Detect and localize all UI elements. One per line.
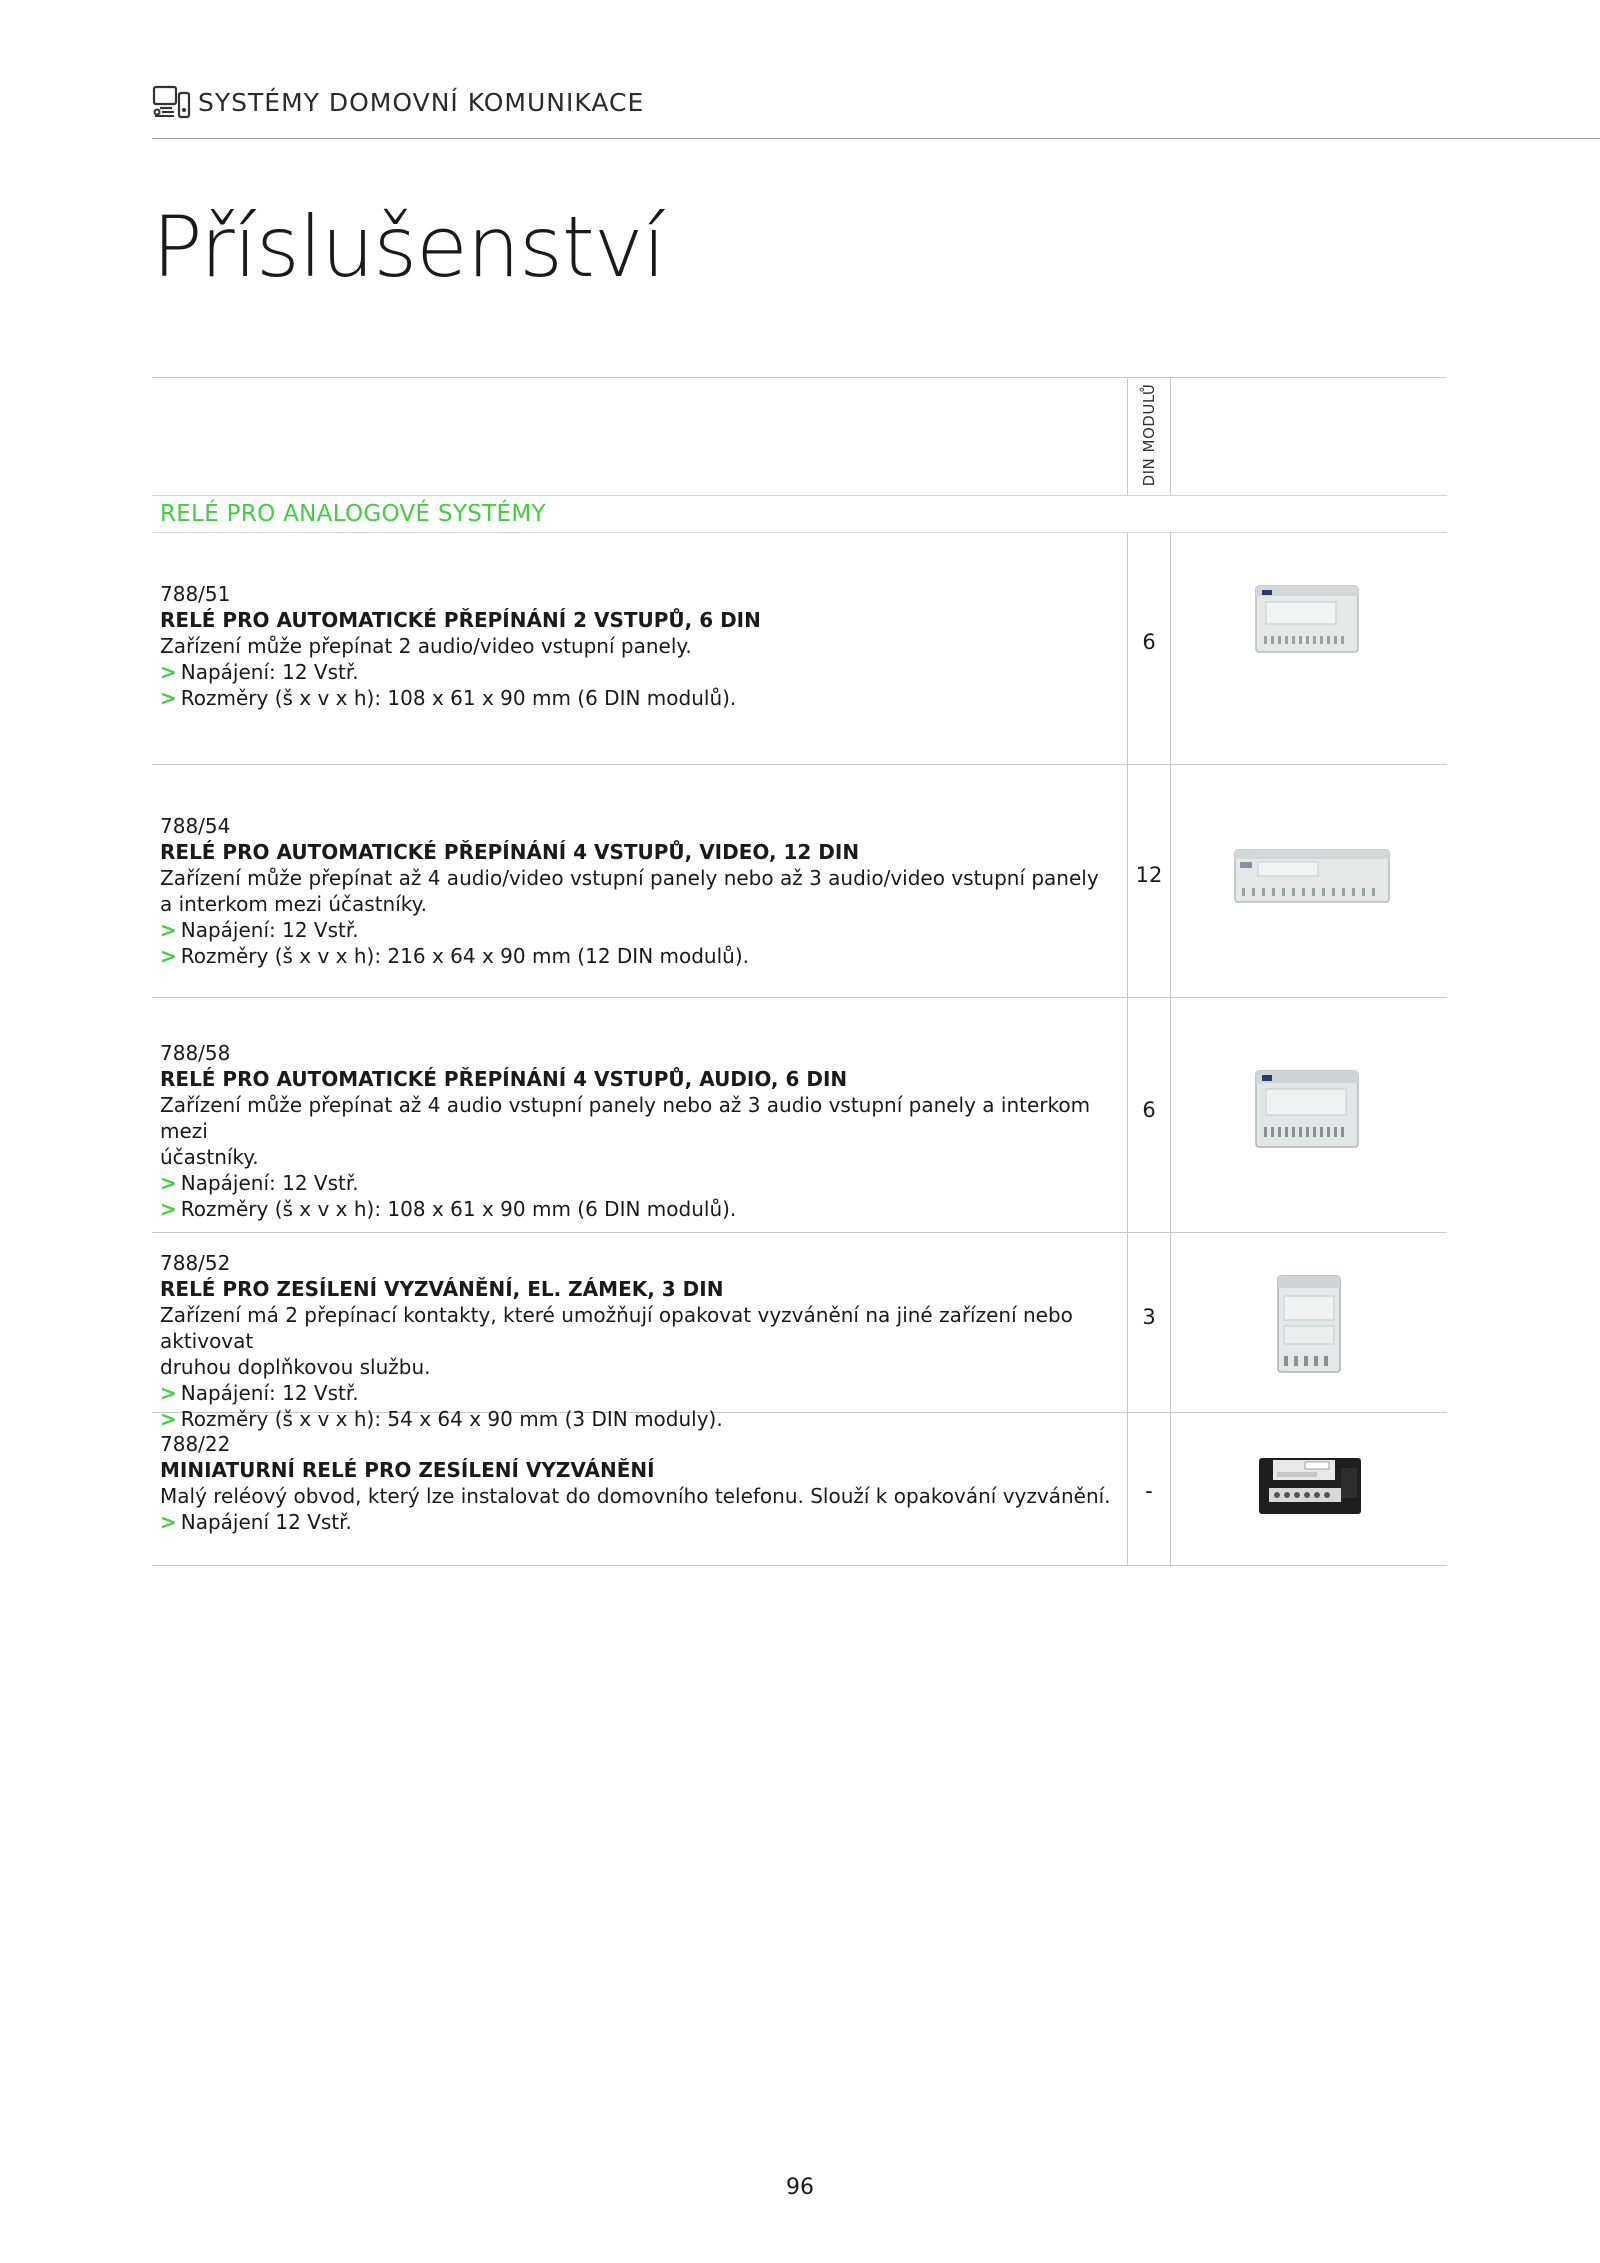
chevron-right-icon: > — [160, 1510, 177, 1534]
spec-bullet: > Napájení: 12 Vstř. — [160, 660, 359, 684]
product-description: Zařízení má 2 přepínací kontakty, které umožňují opakovat vyzvánění na jiné zařízení nebo aktivovat — [160, 1303, 1073, 1353]
chevron-right-icon: > — [160, 1171, 177, 1195]
table-row — [152, 532, 1447, 765]
din-cell — [1127, 532, 1171, 764]
table-top-rule — [152, 377, 1447, 378]
row-description — [160, 813, 1120, 969]
product-code: 788/58 — [160, 1041, 231, 1065]
din-cell — [1127, 764, 1171, 997]
product-title: RELÉ PRO ZESÍLENÍ VYZVÁNĚNÍ, EL. ZÁMEK, 3 DIN — [160, 1277, 724, 1301]
chevron-right-icon: > — [160, 660, 177, 684]
spec-bullet: > Rozměry (š x v x h): 108 x 61 x 90 mm (6 DIN modulů). — [160, 1197, 737, 1221]
din-relay-6-module-audio-image — [1252, 1065, 1362, 1155]
din-relay-6-module-image — [1252, 580, 1362, 660]
product-description: Zařízení může přepínat až 4 audio vstupní panely nebo až 3 audio vstupní panely a interkom mezi — [160, 1093, 1091, 1143]
section-rule — [152, 495, 1447, 496]
spec-bullet: > Napájení: 12 Vstř. — [160, 1171, 359, 1195]
din-relay-12-module-image — [1232, 844, 1392, 908]
header-title: SYSTÉMY DOMOVNÍ KOMUNIKACE — [198, 87, 645, 117]
spec-bullet: > Rozměry (š x v x h): 108 x 61 x 90 mm (6 DIN modulů). — [160, 686, 737, 710]
chevron-right-icon: > — [160, 686, 177, 710]
product-code: 788/52 — [160, 1251, 231, 1275]
row-description — [160, 581, 1120, 711]
table-row — [152, 1412, 1447, 1566]
product-code: 788/51 — [160, 582, 231, 606]
din-value: - — [1145, 1479, 1153, 1503]
spec-bullet: > Rozměry (š x v x h): 216 x 64 x 90 mm (12 DIN modulů). — [160, 944, 749, 968]
din-value: 6 — [1142, 630, 1156, 654]
row-description — [160, 1040, 1120, 1222]
page-number: 96 — [786, 2175, 814, 2200]
product-code: 788/22 — [160, 1432, 231, 1456]
chevron-right-icon: > — [160, 918, 177, 942]
chevron-right-icon: > — [160, 944, 177, 968]
product-description: Zařízení může přepínat až 4 audio/video vstupní panely nebo až 3 audio/video vstupní panely — [160, 866, 1099, 890]
section-title: RELÉ PRO ANALOGOVÉ SYSTÉMY — [160, 501, 546, 527]
din-column-header-label: DIN MODULŮ — [1140, 383, 1158, 487]
table-row — [152, 764, 1447, 998]
din-column-header — [1127, 377, 1171, 495]
chevron-right-icon: > — [160, 1407, 177, 1431]
row-description — [160, 1431, 1120, 1535]
product-title: RELÉ PRO AUTOMATICKÉ PŘEPÍNÁNÍ 2 VSTUPŮ, 6 DIN — [160, 608, 761, 632]
product-description: Zařízení může přepínat 2 audio/video vstupní panely. — [160, 634, 692, 658]
product-description: Malý reléový obvod, který lze instalovat do domovního telefonu. Slouží k opakování vyzvánění. — [160, 1484, 1111, 1508]
spec-bullet: > Napájení: 12 Vstř. — [160, 1381, 359, 1405]
din-value: 6 — [1142, 1098, 1156, 1122]
table-row — [152, 997, 1447, 1233]
chevron-right-icon: > — [160, 1381, 177, 1405]
din-cell — [1127, 997, 1171, 1232]
product-code: 788/54 — [160, 814, 231, 838]
page-header — [152, 82, 644, 122]
product-description: druhou doplňkovou službu. — [160, 1355, 431, 1379]
row-description — [160, 1250, 1120, 1432]
product-title: MINIATURNÍ RELÉ PRO ZESÍLENÍ VYZVÁNĚNÍ — [160, 1458, 655, 1482]
product-title: RELÉ PRO AUTOMATICKÉ PŘEPÍNÁNÍ 4 VSTUPŮ, VIDEO, 12 DIN — [160, 840, 860, 864]
spec-bullet: > Rozměry (š x v x h): 54 x 64 x 90 mm (3 DIN moduly). — [160, 1407, 723, 1431]
header-divider — [152, 138, 1600, 139]
din-cell — [1127, 1412, 1171, 1565]
din-cell — [1127, 1232, 1171, 1412]
din-value: 12 — [1135, 863, 1163, 887]
spec-bullet: > Napájení 12 Vstř. — [160, 1510, 352, 1534]
product-description: účastníky. — [160, 1145, 259, 1169]
page-title: Příslušenství — [152, 198, 665, 296]
table-row — [152, 1232, 1447, 1431]
chevron-right-icon: > — [160, 1197, 177, 1221]
miniature-relay-image — [1255, 1448, 1365, 1528]
intercom-icon — [152, 85, 192, 119]
din-relay-3-module-image — [1274, 1272, 1344, 1376]
product-description: a interkom mezi účastníky. — [160, 892, 427, 916]
spec-bullet: > Napájení: 12 Vstř. — [160, 918, 359, 942]
product-title: RELÉ PRO AUTOMATICKÉ PŘEPÍNÁNÍ 4 VSTUPŮ, AUDIO, 6 DIN — [160, 1067, 848, 1091]
din-value: 3 — [1142, 1305, 1156, 1329]
